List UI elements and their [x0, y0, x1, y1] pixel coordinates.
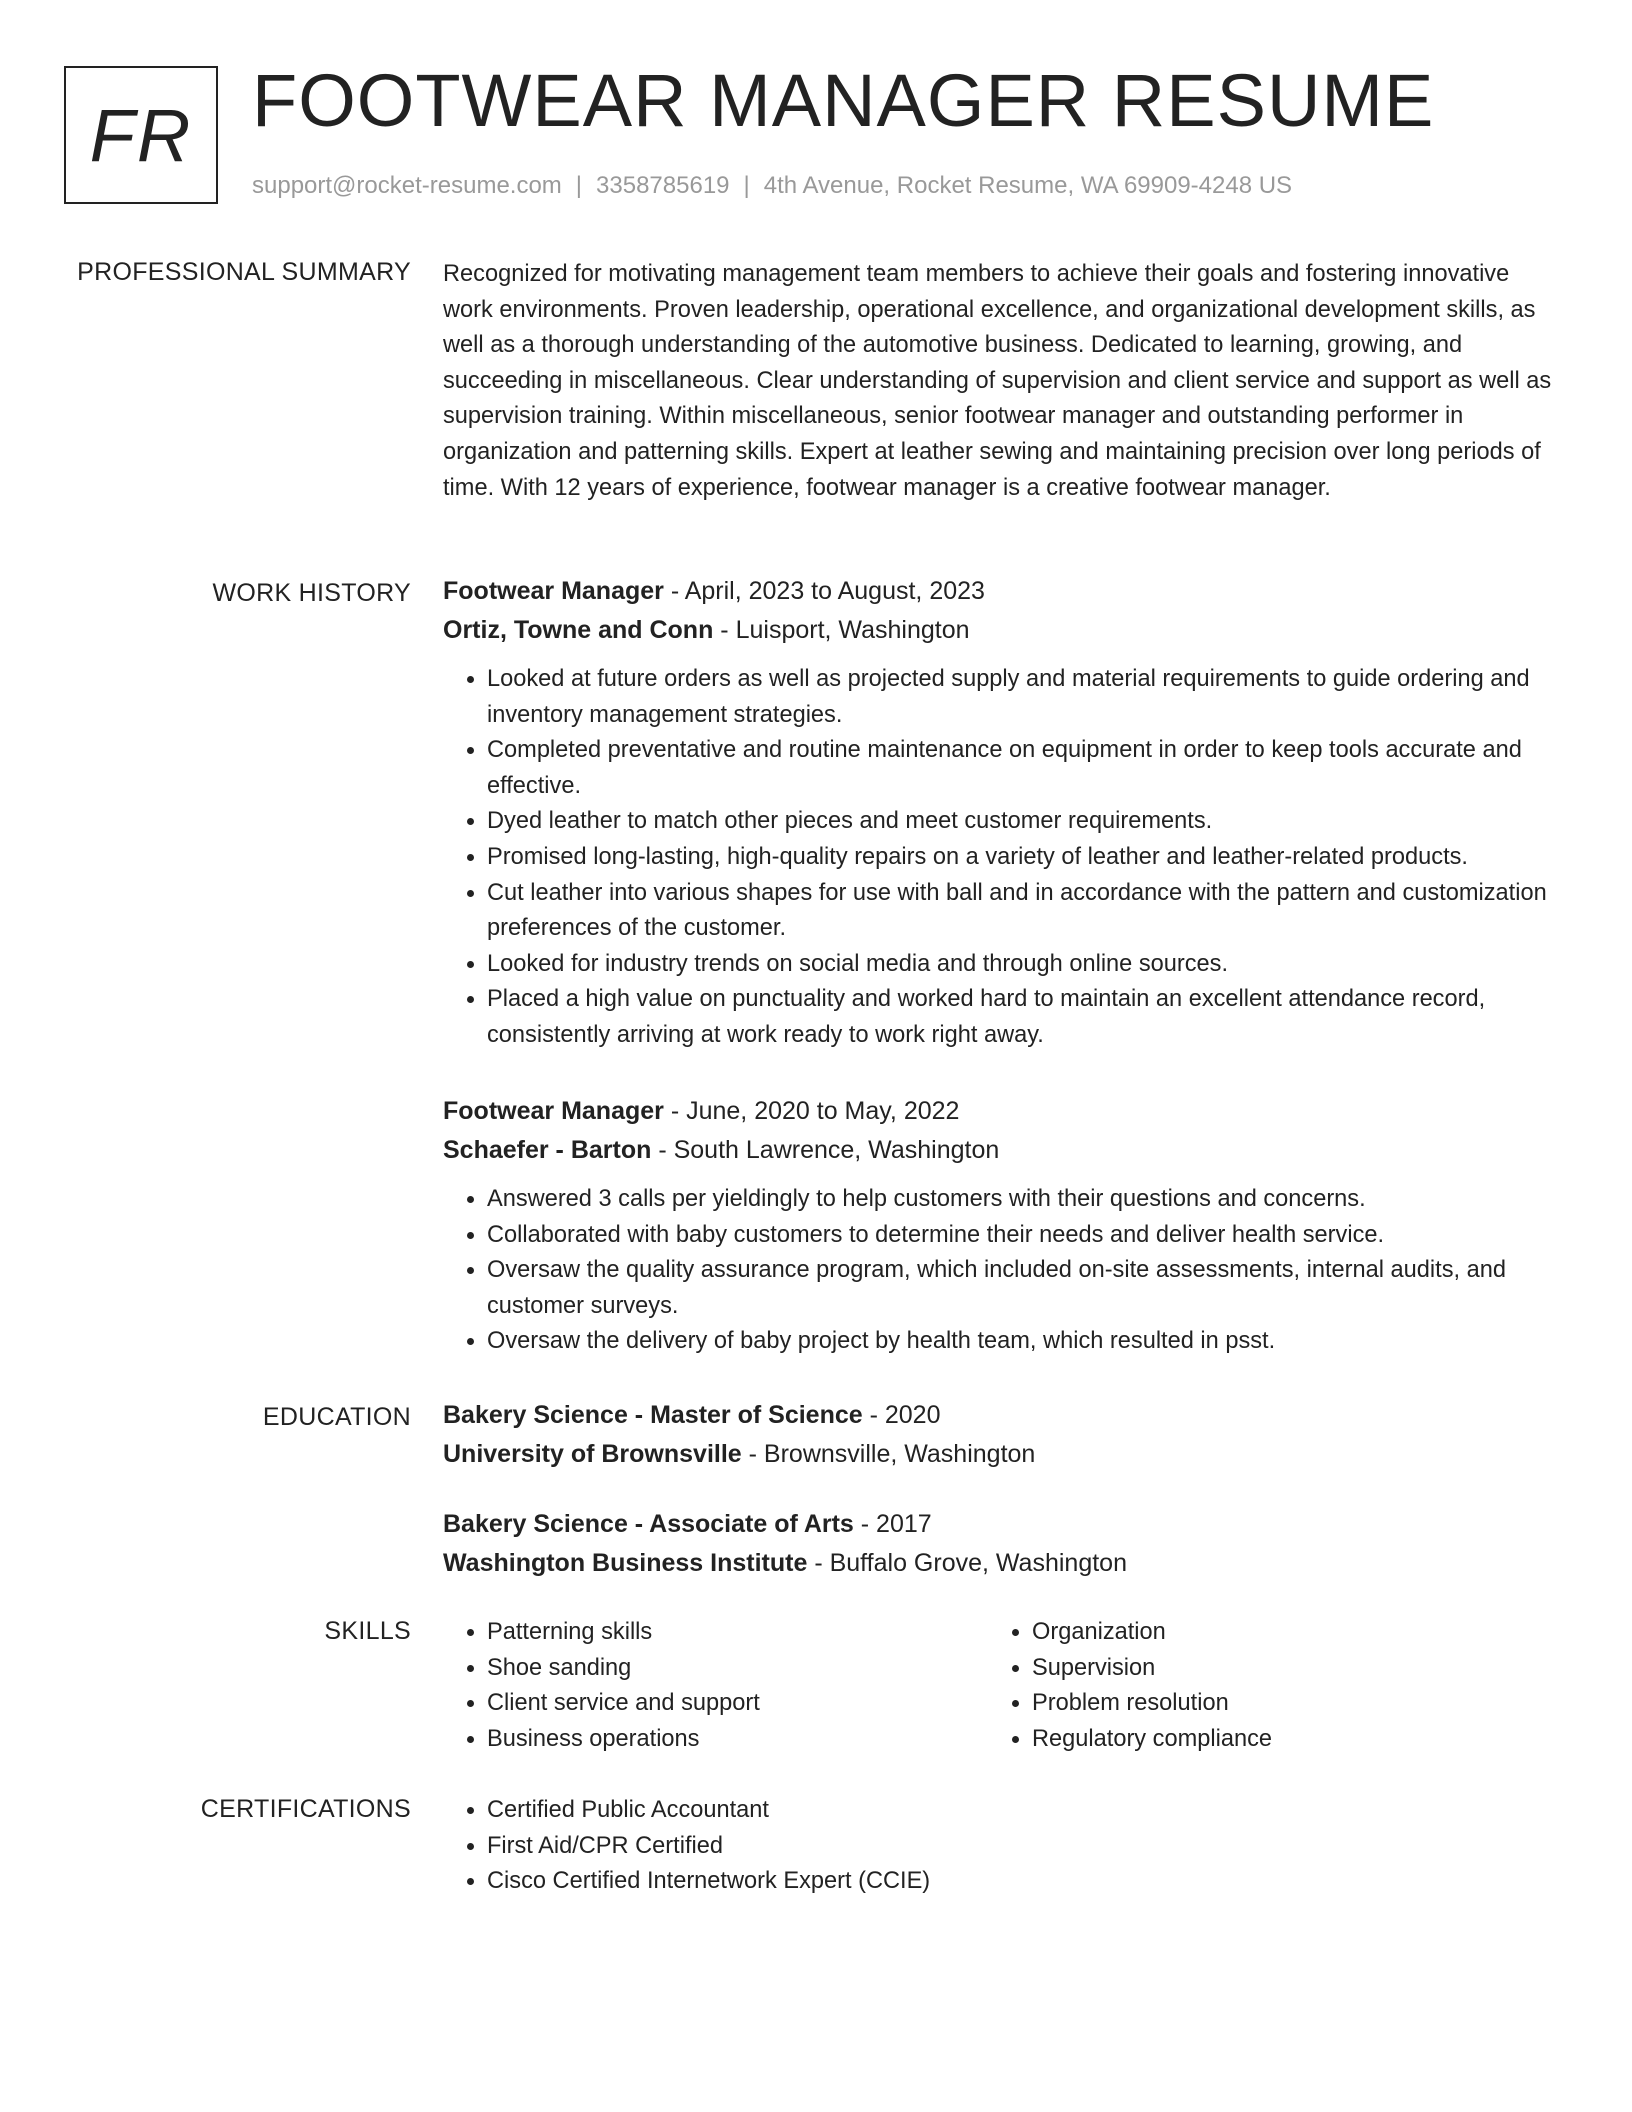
skill-item: • Supervision: [1032, 1651, 1533, 1687]
skills-heading: SKILLS: [324, 1617, 411, 1645]
contact-separator: |: [575, 172, 583, 199]
job-bullet: • Looked at future orders as well as projected supply and material requirements to guide ordering and inventory management strategies.: [487, 662, 1563, 733]
job-bullet: • Completed preventative and routine maintenance on equipment in order to keep tools accurate and effective.: [487, 733, 1563, 804]
summary-heading: PROFESSIONAL SUMMARY: [77, 258, 411, 286]
skills-column-left: [443, 1615, 988, 1757]
school-location: - Brownsville, Washington: [741, 1440, 1036, 1468]
job-title-line: [443, 572, 1563, 611]
job-bullet: • Oversaw the delivery of baby project by health team, which resulted in psst.: [487, 1324, 1563, 1360]
job-bullet: • Cut leather into various shapes for use with ball and in accordance with the pattern and customization preferences of the customer.: [487, 876, 1563, 947]
skills-list: [988, 1615, 1533, 1757]
job-bullet: • Looked for industry trends on social media and through online sources.: [487, 947, 1563, 983]
education-heading: EDUCATION: [262, 1403, 411, 1431]
skill-item: • Patterning skills: [487, 1615, 988, 1651]
job-company-line: [443, 611, 1563, 650]
certification-item: • First Aid/CPR Certified: [487, 1829, 1443, 1865]
skills-column-right: [988, 1615, 1533, 1757]
job-title: Footwear Manager: [443, 1097, 664, 1125]
degree: Bakery Science - Master of Science: [443, 1401, 863, 1429]
contact-separator: |: [743, 172, 750, 199]
school-line: [443, 1435, 1563, 1474]
job-entry: [443, 572, 1563, 1054]
degree: Bakery Science - Associate of Arts: [443, 1510, 854, 1538]
degree-year: - 2020: [862, 1401, 941, 1429]
job-location: - South Lawrence, Washington: [651, 1136, 1000, 1164]
job-bullet: • Promised long-lasting, high-quality repairs on a variety of leather and leather-related products.: [487, 840, 1563, 876]
monogram-logo: FR: [64, 66, 218, 204]
skill-item: • Organization: [1032, 1615, 1533, 1651]
certifications-column: [443, 1793, 1443, 1900]
job-bullet: • Collaborated with baby customers to determine their needs and deliver health service.: [487, 1218, 1563, 1254]
school-line: [443, 1544, 1563, 1583]
education-entry: [443, 1505, 1563, 1583]
job-bullet: • Oversaw the quality assurance program, which included on-site assessments, internal audits, and customer surveys.: [487, 1253, 1563, 1324]
job-location: - Luisport, Washington: [713, 616, 970, 644]
resume-header: [64, 59, 1604, 208]
contact-address: 4th Avenue, Rocket Resume, WA 69909-4248 US: [763, 172, 1293, 199]
school: Washington Business Institute: [443, 1549, 808, 1577]
job-company-line: [443, 1131, 1563, 1170]
job-bullet: • Placed a high value on punctuality and worked hard to maintain an excellent attendance record, consistently arriving at work ready to work right away.: [487, 982, 1563, 1053]
skill-item: • Shoe sanding: [487, 1651, 988, 1687]
degree-year: - 2017: [853, 1510, 932, 1538]
education-entry: [443, 1396, 1563, 1474]
school-location: - Buffalo Grove, Washington: [807, 1549, 1127, 1577]
contact-line: [252, 172, 1292, 200]
skill-item: • Regulatory compliance: [1032, 1722, 1533, 1758]
skills-list: [443, 1615, 988, 1757]
job-company: Ortiz, Towne and Conn: [443, 616, 714, 644]
job-bullets: [443, 662, 1563, 1054]
job-company: Schaefer - Barton: [443, 1136, 652, 1164]
skill-item: • Business operations: [487, 1722, 988, 1758]
contact-email: support@rocket-resume.com: [252, 172, 562, 199]
page-title: FOOTWEAR MANAGER RESUME: [252, 59, 1435, 142]
job-title: Footwear Manager: [443, 577, 664, 605]
certifications-heading: CERTIFICATIONS: [200, 1795, 411, 1823]
job-bullet: • Dyed leather to match other pieces and meet customer requirements.: [487, 804, 1563, 840]
job-bullet: • Answered 3 calls per yieldingly to help customers with their questions and concerns.: [487, 1182, 1563, 1218]
degree-line: [443, 1396, 1563, 1435]
summary-text: Recognized for motivating management team members to achieve their goals and fostering innovative work environments. Proven leadership, operational excellence, and organizational development skills, as well as a thorough understanding of the automotive business. Dedicated to learning, growing, and succeeding in miscellaneous. Clear understanding of supervision and client service and support as well as supervision training. Within miscellaneous, senior footwear manager and outstanding performer in organization and patterning skills. Expert at leather sewing and maintaining precision over long periods of time. With 12 years of experience, footwear manager is a creative footwear manager.: [443, 261, 1552, 501]
skills-columns: [443, 1615, 1563, 1757]
certifications-list: [443, 1793, 1443, 1900]
job-bullets: [443, 1182, 1563, 1360]
certification-item: • Certified Public Accountant: [487, 1793, 1443, 1829]
work-history-heading: WORK HISTORY: [212, 579, 411, 607]
contact-phone: 3358785619: [596, 172, 730, 199]
school: University of Brownsville: [443, 1440, 742, 1468]
skill-item: • Client service and support: [487, 1686, 988, 1722]
job-dates: - April, 2023 to August, 2023: [663, 577, 985, 605]
job-dates: - June, 2020 to May, 2022: [663, 1097, 960, 1125]
certification-item: • Cisco Certified Internetwork Expert (CCIE): [487, 1864, 1443, 1900]
degree-line: [443, 1505, 1563, 1544]
job-title-line: [443, 1092, 1563, 1131]
job-entry: [443, 1092, 1563, 1360]
skill-item: • Problem resolution: [1032, 1686, 1533, 1722]
